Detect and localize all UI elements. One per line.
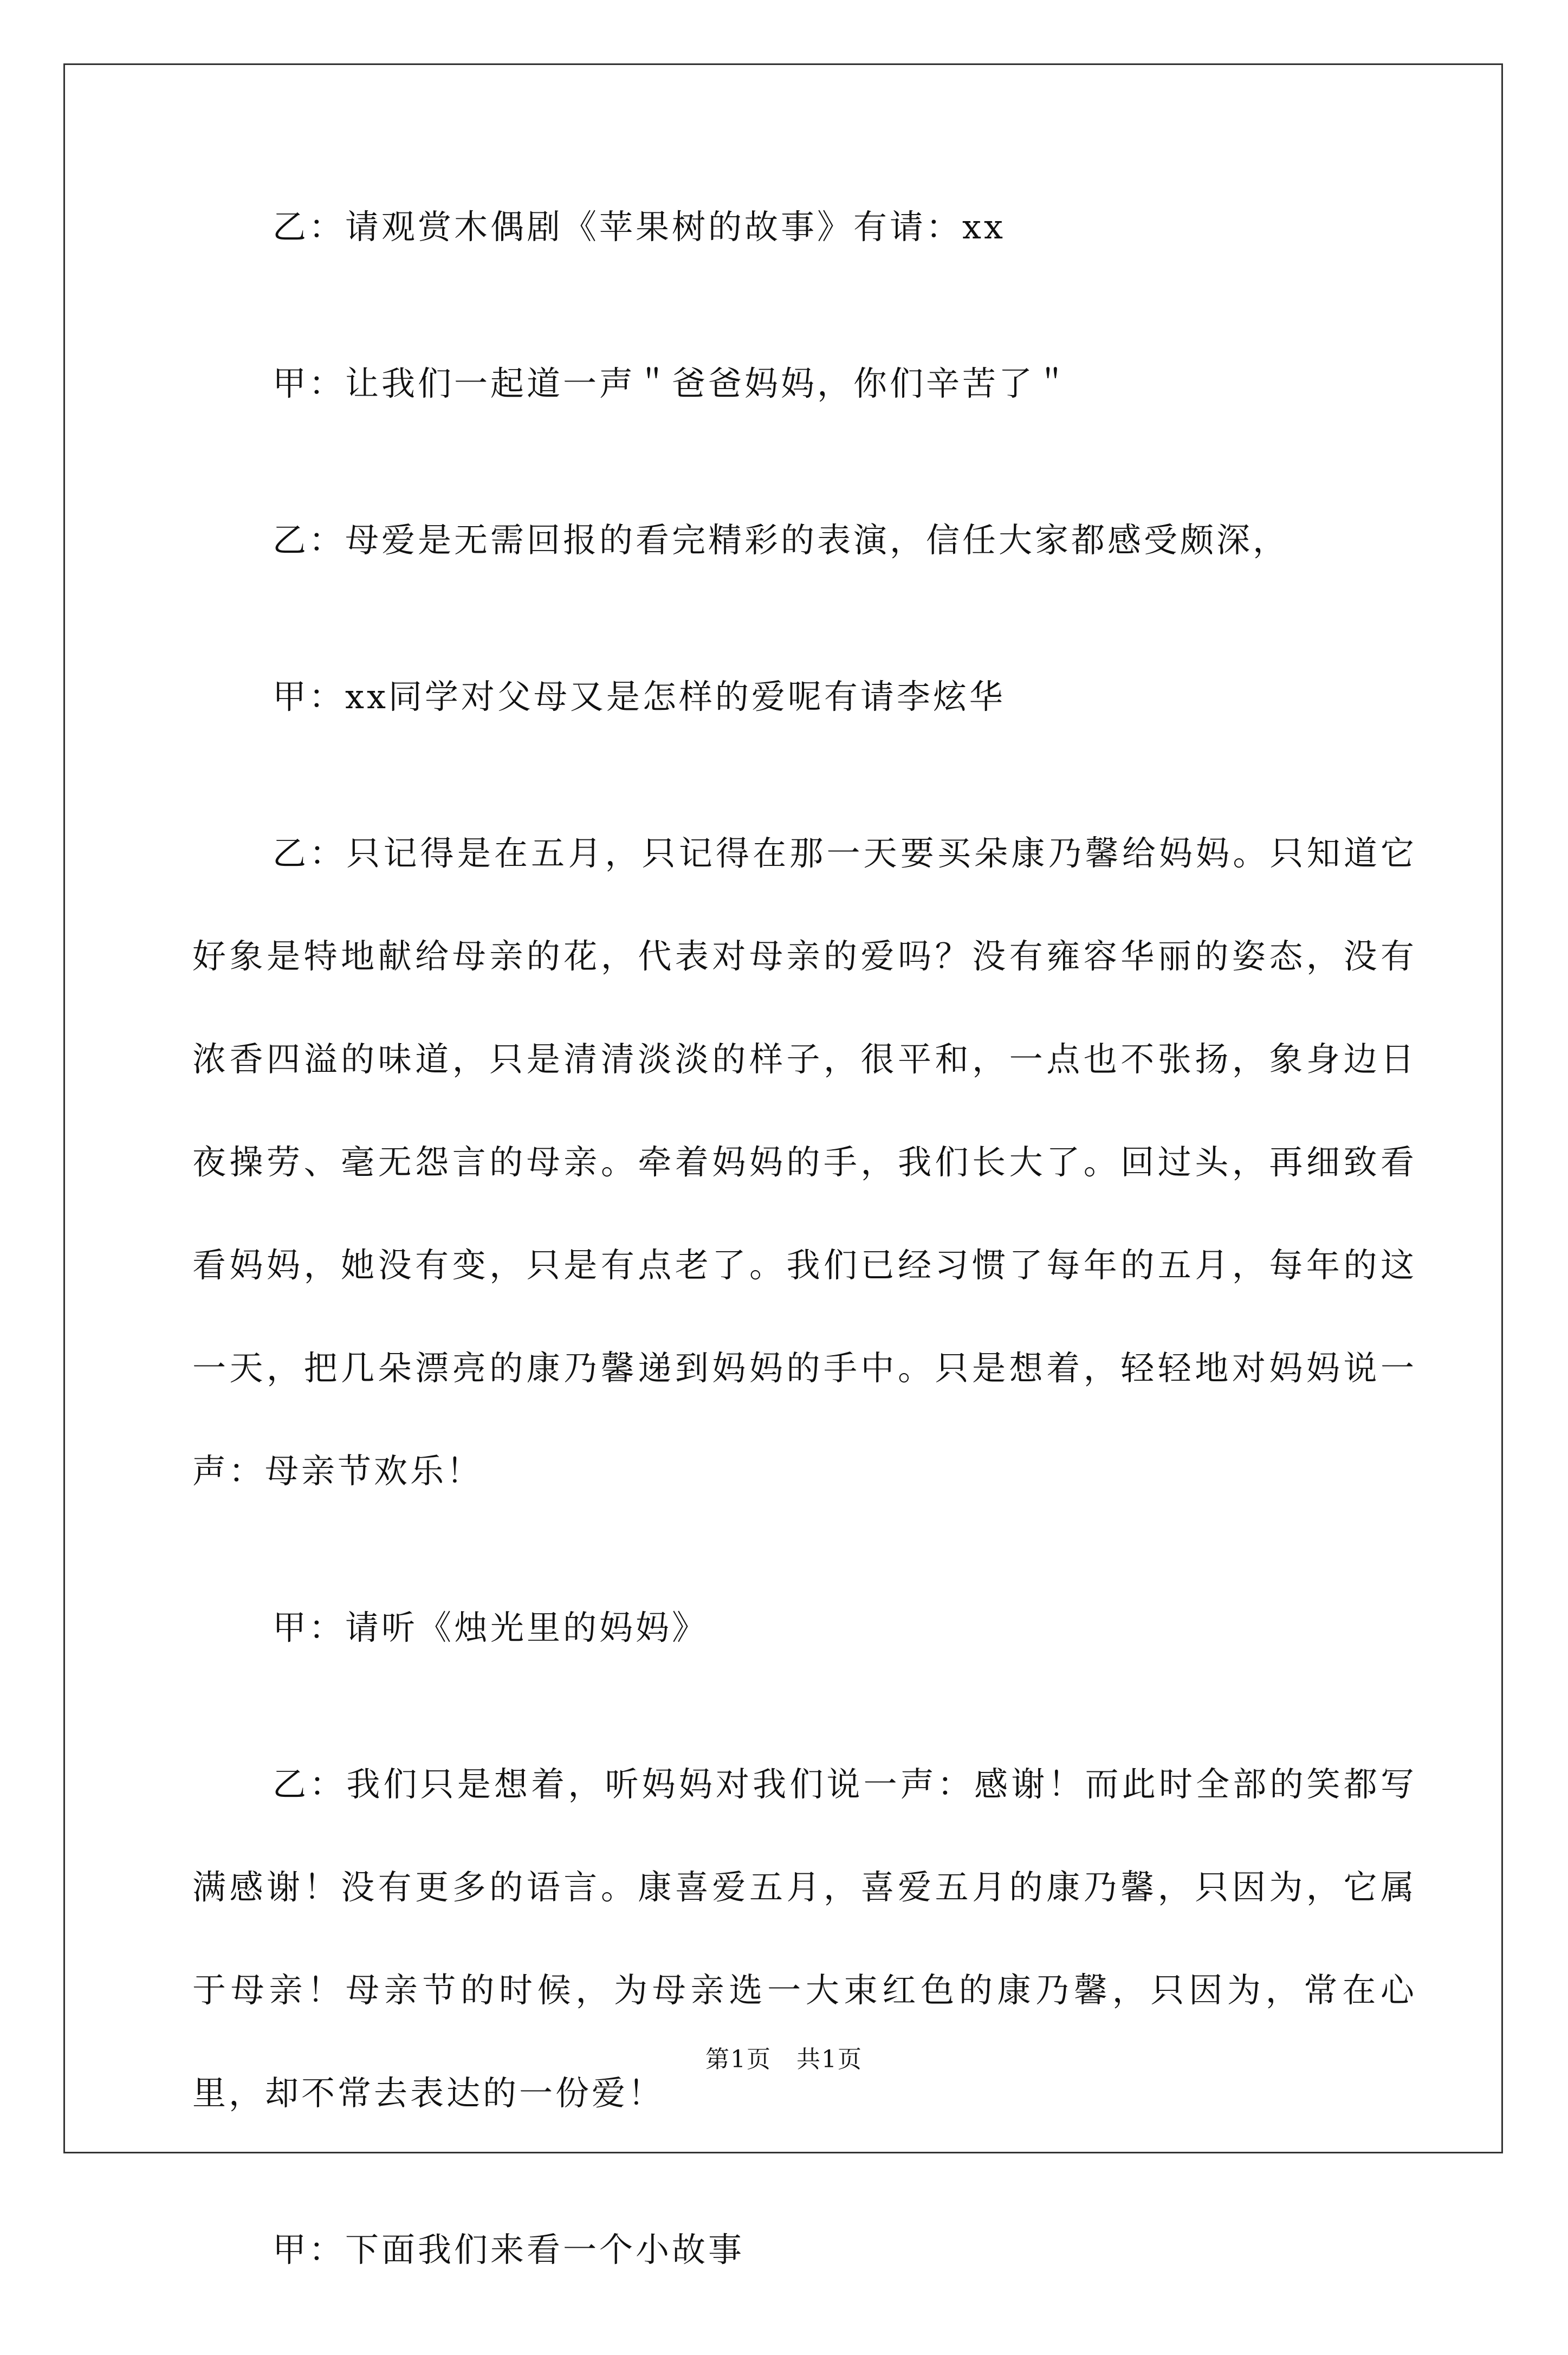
- page-total: 共1页: [796, 2046, 863, 2073]
- dialogue-paragraph-7: 乙：我们只是想着，听妈妈对我们说一声：感谢！而此时全部的笑都写满感谢！没有更多的语言。康喜爱五月，喜爱五月的康乃馨，只因为，它属于母亲！母亲节的时候，为母亲选一大束红色的康乃馨，只因为，常在心里，却不常去表达的一份爱！: [192, 1764, 1417, 2113]
- dialogue-paragraph-3: 乙：母爱是无需回报的看完精彩的表演，信任大家都感受颇深，: [273, 520, 1290, 560]
- document-body: [192, 207, 1417, 2355]
- page-footer: [0, 2045, 1568, 2075]
- dialogue-paragraph-4: 甲：xx同学对父母又是怎样的爱呢有请李炫华: [273, 677, 1006, 716]
- dialogue-paragraph-8: 甲：下面我们来看一个小故事: [273, 2230, 745, 2269]
- dialogue-paragraph-1: 乙：请观赏木偶剧《苹果树的故事》有请：xx: [273, 207, 1006, 247]
- dialogue-paragraph-5: 乙：只记得是在五月，只记得在那一天要买朵康乃馨给妈妈。只知道它好象是特地献给母亲的花，代表对母亲的爱吗？没有雍容华丽的姿态，没有浓香四溢的味道，只是清清淡淡的样子，很平和，一点也不张扬，象身边日夜操劳、毫无怨言的母亲。牵着妈妈的手，我们长大了。回过头，再细致看看妈妈，她没有变，只是有点老了。我们已经习惯了每年的五月，每年的这一天，把几朵漂亮的康乃馨递到妈妈的手中。只是想着，轻轻地对妈妈说一声：母亲节欢乐！: [192, 833, 1417, 1491]
- page-number: 第1页: [705, 2046, 772, 2073]
- dialogue-paragraph-6: 甲：请听《烛光里的妈妈》: [273, 1608, 709, 1647]
- dialogue-paragraph-2: 甲：让我们一起道一声＂爸爸妈妈，你们辛苦了＂: [273, 364, 1072, 403]
